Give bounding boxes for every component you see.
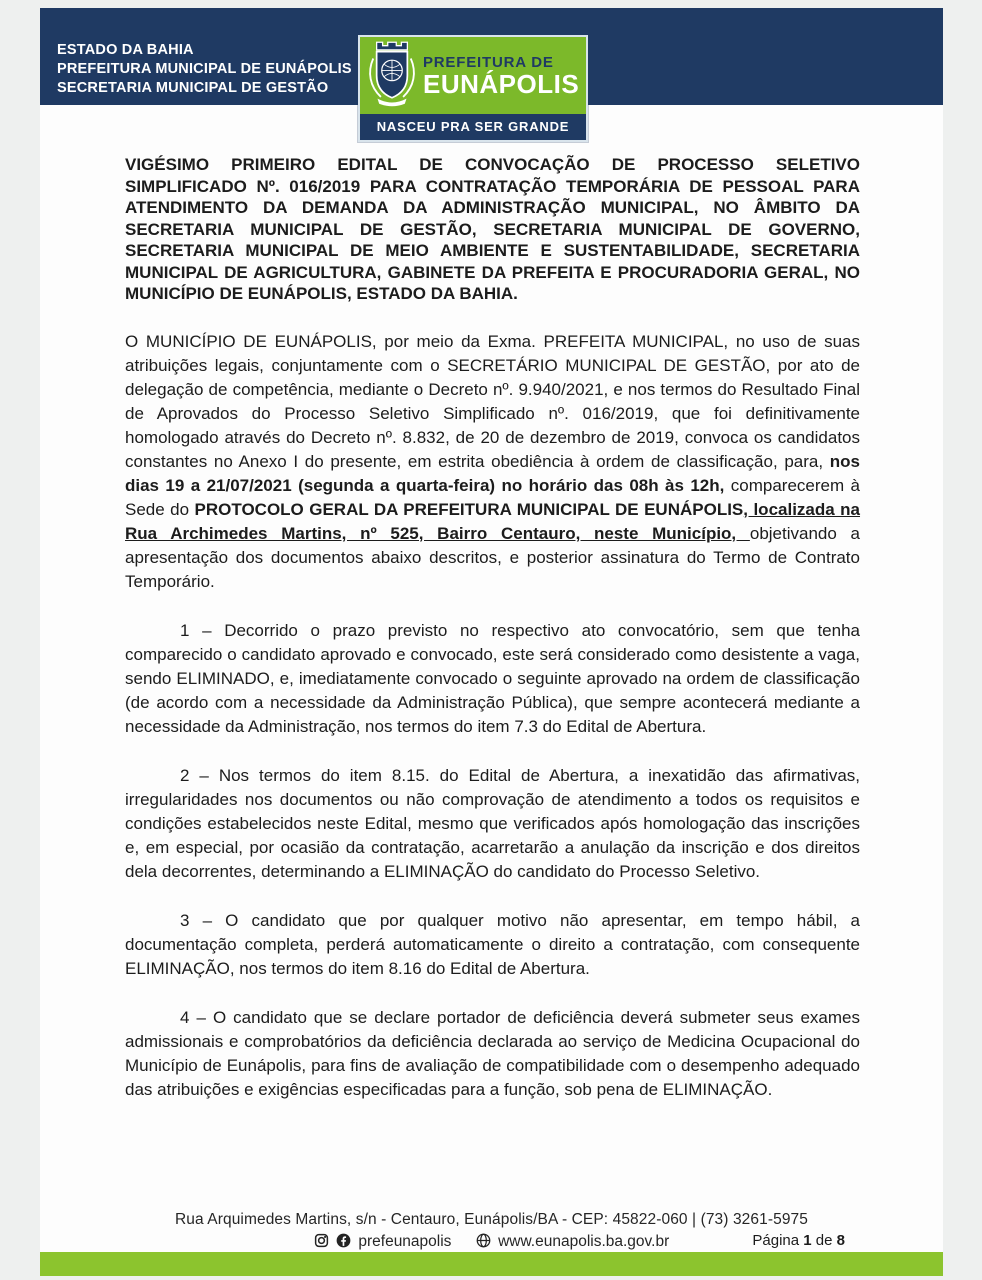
document-title: VIGÉSIMO PRIMEIRO EDITAL DE CONVOCAÇÃO DE PROCESSO SELETIVO SIMPLIFICADO Nº. 016/2019 PARA CONTRATAÇÃO TEMPORÁRIA DE PESSOAL PARA ATENDIMENTO DA DEMANDA DA ADMINISTRAÇÃO MUNICIPAL, NO ÂMBITO DA SECRETARIA MUNICIPAL DE GESTÃO, SECRETARIA MUNICIPAL DE GOVERNO, SECRETARIA MUNICIPAL DE MEIO AMBIENTE E SUSTENTABILIDADE, SECRETARIA MUNICIPAL DE AGRICULTURA, GABINETE DA PREFEITA E PROCURADORIA GERAL, NO MUNICÍPIO DE EUNÁPOLIS, ESTADO DA BAHIA. bbox=[125, 155, 860, 303]
logo-tagline: NASCEU PRA SER GRANDE bbox=[360, 114, 586, 140]
facebook-icon bbox=[336, 1233, 351, 1253]
website-url: www.eunapolis.ba.gov.br bbox=[498, 1233, 670, 1250]
footer-address: Rua Arquimedes Martins, s/n - Centauro, Eunápolis/BA - CEP: 45822-060 | (73) 3261-5975 bbox=[175, 1211, 808, 1228]
page-indicator-label: Página bbox=[752, 1232, 800, 1249]
intro-text-1: O MUNICÍPIO DE EUNÁPOLIS, por meio da Exma. PREFEITA MUNICIPAL, no uso de suas atribuições legais, conjuntamente com o SECRETÁRIO MUNICIPAL DE GESTÃO, por ato de delegação de competência, mediante o Decreto nº. 9.940/2021, e nos termos do Resultado Final de Aprovados do Processo Seletivo Simplificado nº. 016/2019, que foi definitivamente homologado através do Decreto nº. 8.832, de 20 de dezembro de 2019, convoca os candidatos constantes no Anexo I do presente, em estrita obediência à ordem de classificação, para, bbox=[125, 331, 860, 471]
social-handle: prefeunapolis bbox=[358, 1233, 452, 1250]
logo-line-eunapolis: EUNÁPOLIS bbox=[423, 68, 580, 99]
instagram-icon bbox=[314, 1233, 329, 1253]
intro-paragraph bbox=[125, 330, 860, 594]
paragraph-1: 1 – Decorrido o prazo previsto no respectivo ato convocatório, sem que tenha comparecido o candidato aprovado e convocado, este será considerado como desistente a vaga, sendo ELIMINADO, e, imediatamente convocado o seguinte aprovado na ordem de classificação (de acordo com a necessidade da Administração Pública), que sempre acontecerá mediante a necessidade da Administração, nos termos do item 7.3 do Edital de Abertura. bbox=[125, 620, 860, 736]
paragraph-3: 3 – O candidato que por qualquer motivo não apresentar, em tempo hábil, a documentação completa, perderá automaticamente o direito a contratação, com consequente ELIMINAÇÃO, nos termos do item 8.16 do Edital de Abertura. bbox=[125, 910, 860, 978]
paragraph-4: 4 – O candidato que se declare portador de deficiência deverá submeter seus exames admissionais e comprobatórios da deficiência declarada ao serviço de Medicina Ocupacional do Município de Eunápolis, para fins de avaliação de compatibilidade com o desempenho adequado das atribuições e exigências especificadas para a função, sob pena de ELIMINAÇÃO. bbox=[125, 1007, 860, 1099]
globe-icon bbox=[476, 1233, 491, 1253]
org-line-city-hall: PREFEITURA MUNICIPAL DE EUNÁPOLIS bbox=[57, 61, 352, 77]
intro-bold-underline-address: , localizada na Rua Archimedes Martins, nº 525, Bairro Centauro, neste Município, bbox=[125, 499, 861, 543]
footer-green-bar bbox=[40, 1252, 943, 1276]
organization-block bbox=[57, 41, 352, 98]
page-indicator bbox=[752, 1232, 845, 1249]
org-line-secretariat: SECRETARIA MUNICIPAL DE GESTÃO bbox=[57, 80, 329, 96]
logo-main-area bbox=[360, 37, 586, 114]
org-line-state: ESTADO DA BAHIA bbox=[57, 42, 194, 58]
paragraph-2: 2 – Nos termos do item 8.15. do Edital de Abertura, a inexatidão das afirmativas, irregularidades nos documentos ou não comprovação de atendimento a todos os requisitos e condições estabelecidos neste Edital, mesmo que verificados após homologação das inscrições e, em especial, por ocasião da contratação, acarretarão a anulação da inscrição e dos direitos dela decorrentes, determinando a ELIMINAÇÃO do candidato do Processo Seletivo. bbox=[125, 765, 860, 881]
coat-of-arms-icon bbox=[366, 38, 418, 113]
page-indicator-separator: de bbox=[815, 1232, 833, 1249]
intro-bold-protocolo: PROTOCOLO GERAL DA PREFEITURA MUNICIPAL DE EUNÁPOLIS bbox=[194, 499, 744, 519]
city-hall-logo bbox=[358, 35, 588, 142]
intro-text-2: comparecerem à Sede do bbox=[125, 475, 860, 519]
intro-text-3: objetivando a apresentação dos documentos abaixo descritos, e posterior assinatura do Termo de Contrato Temporário. bbox=[125, 523, 860, 591]
document-page bbox=[40, 8, 943, 1276]
logo-line-prefeitura: PREFEITURA DE bbox=[423, 53, 554, 71]
intro-bold-dates: nos dias 19 a 21/07/2021 (segunda a quarta-feira) no horário das 08h às 12h, bbox=[125, 451, 860, 495]
logo-wordmark bbox=[423, 54, 579, 98]
page-indicator-total: 8 bbox=[836, 1232, 845, 1249]
document-body bbox=[125, 154, 860, 1102]
page-indicator-current: 1 bbox=[803, 1232, 812, 1249]
